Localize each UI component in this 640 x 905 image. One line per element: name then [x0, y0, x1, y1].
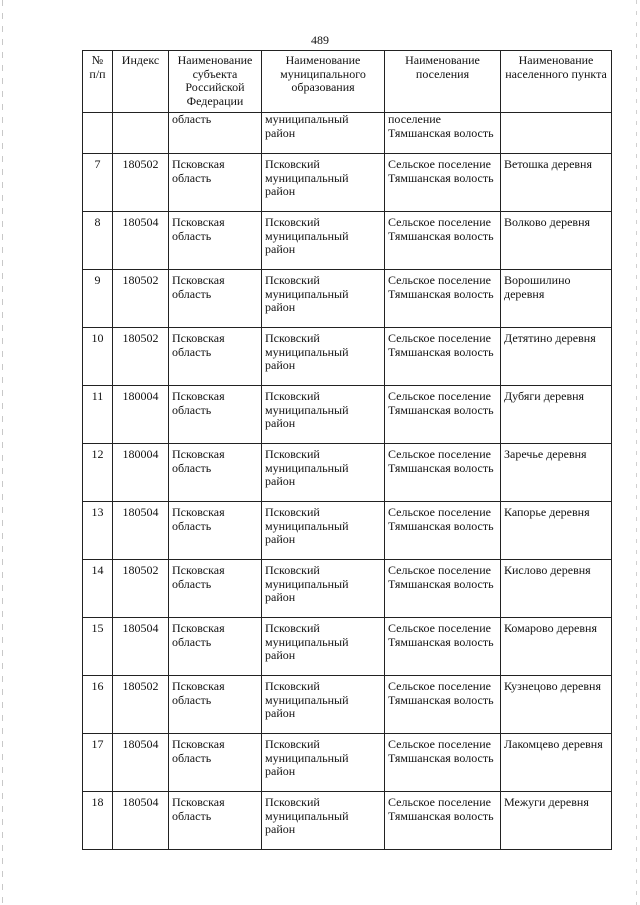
cell-subject: область	[169, 113, 262, 154]
cell-municipality: Псковский муниципальный район	[262, 212, 385, 270]
scan-edge-left	[2, 0, 3, 905]
cell-index: 180502	[113, 676, 169, 734]
table-row	[83, 676, 612, 734]
cell-locality: Ворошилино деревня	[501, 270, 612, 328]
cell-number: 15	[83, 618, 113, 676]
cell-locality: Кислово деревня	[501, 560, 612, 618]
table-row	[83, 328, 612, 386]
cell-subject: Псковская область	[169, 270, 262, 328]
cell-settlement: Сельское поселение Тямшанская волость	[385, 792, 501, 850]
cell-index: 180502	[113, 270, 169, 328]
header-number: № п/п	[83, 51, 113, 113]
cell-settlement: Сельское поселение Тямшанская волость	[385, 270, 501, 328]
cell-locality: Межуги деревня	[501, 792, 612, 850]
cell-subject: Псковская область	[169, 212, 262, 270]
cell-subject: Псковская область	[169, 792, 262, 850]
cell-index: 180004	[113, 444, 169, 502]
table-row	[83, 618, 612, 676]
cell-settlement: Сельское поселение Тямшанская волость	[385, 502, 501, 560]
cell-index: 180502	[113, 560, 169, 618]
cell-settlement: поселение Тямшанская волость	[385, 113, 501, 154]
cell-locality: Кузнецово деревня	[501, 676, 612, 734]
cell-index: 180504	[113, 212, 169, 270]
cell-settlement: Сельское поселение Тямшанская волость	[385, 560, 501, 618]
cell-subject: Псковская область	[169, 328, 262, 386]
cell-number: 8	[83, 212, 113, 270]
cell-index: 180504	[113, 792, 169, 850]
cell-index: 180504	[113, 734, 169, 792]
cell-municipality: Псковский муниципальный район	[262, 560, 385, 618]
cell-number	[83, 113, 113, 154]
cell-subject: Псковская область	[169, 154, 262, 212]
cell-subject: Псковская область	[169, 386, 262, 444]
cell-number: 14	[83, 560, 113, 618]
cell-municipality: Псковский муниципальный район	[262, 444, 385, 502]
cell-subject: Псковская область	[169, 502, 262, 560]
header-subject: Наименование субъекта Российской Федерации	[169, 51, 262, 113]
settlements-table	[82, 50, 612, 850]
cell-subject: Псковская область	[169, 734, 262, 792]
table-row	[83, 154, 612, 212]
cell-municipality: Псковский муниципальный район	[262, 618, 385, 676]
table-row	[83, 734, 612, 792]
table-row	[83, 560, 612, 618]
cell-municipality: Псковский муниципальный район	[262, 386, 385, 444]
cell-locality: Комарово деревня	[501, 618, 612, 676]
cell-settlement: Сельское поселение Тямшанская волость	[385, 734, 501, 792]
cell-subject: Псковская область	[169, 560, 262, 618]
cell-number: 18	[83, 792, 113, 850]
cell-settlement: Сельское поселение Тямшанская волость	[385, 386, 501, 444]
table-header-row	[83, 51, 612, 113]
cell-municipality: Псковский муниципальный район	[262, 270, 385, 328]
table-row-continuation	[83, 113, 612, 154]
cell-locality: Лакомцево деревня	[501, 734, 612, 792]
cell-settlement: Сельское поселение Тямшанская волость	[385, 676, 501, 734]
cell-settlement: Сельское поселение Тямшанская волость	[385, 618, 501, 676]
cell-settlement: Сельское поселение Тямшанская волость	[385, 328, 501, 386]
cell-subject: Псковская область	[169, 444, 262, 502]
cell-subject: Псковская область	[169, 618, 262, 676]
cell-index: 180502	[113, 328, 169, 386]
cell-locality	[501, 113, 612, 154]
cell-number: 10	[83, 328, 113, 386]
table-row	[83, 212, 612, 270]
header-municipality: Наименование муниципального образования	[262, 51, 385, 113]
cell-locality: Ветошка деревня	[501, 154, 612, 212]
cell-locality: Заречье деревня	[501, 444, 612, 502]
cell-index: 180502	[113, 154, 169, 212]
cell-municipality: муниципальный район	[262, 113, 385, 154]
cell-municipality: Псковский муниципальный район	[262, 502, 385, 560]
cell-number: 17	[83, 734, 113, 792]
table-row	[83, 386, 612, 444]
table-row	[83, 502, 612, 560]
cell-index	[113, 113, 169, 154]
cell-index: 180504	[113, 502, 169, 560]
page-number: 489	[311, 33, 329, 47]
cell-locality: Волково деревня	[501, 212, 612, 270]
cell-municipality: Псковский муниципальный район	[262, 676, 385, 734]
header-locality: Наименование населенного пункта	[501, 51, 612, 113]
cell-index: 180004	[113, 386, 169, 444]
cell-number: 16	[83, 676, 113, 734]
cell-settlement: Сельское поселение Тямшанская волость	[385, 212, 501, 270]
header-index: Индекс	[113, 51, 169, 113]
cell-number: 12	[83, 444, 113, 502]
header-settlement: Наименование поселения	[385, 51, 501, 113]
cell-subject: Псковская область	[169, 676, 262, 734]
cell-index: 180504	[113, 618, 169, 676]
cell-settlement: Сельское поселение Тямшанская волость	[385, 444, 501, 502]
scan-edge-right	[636, 0, 637, 905]
cell-number: 7	[83, 154, 113, 212]
cell-number: 13	[83, 502, 113, 560]
table-row	[83, 270, 612, 328]
cell-number: 9	[83, 270, 113, 328]
cell-settlement: Сельское поселение Тямшанская волость	[385, 154, 501, 212]
cell-municipality: Псковский муниципальный район	[262, 154, 385, 212]
table-row	[83, 792, 612, 850]
cell-municipality: Псковский муниципальный район	[262, 792, 385, 850]
table-row	[83, 444, 612, 502]
cell-municipality: Псковский муниципальный район	[262, 328, 385, 386]
cell-number: 11	[83, 386, 113, 444]
cell-municipality: Псковский муниципальный район	[262, 734, 385, 792]
cell-locality: Дубяги деревня	[501, 386, 612, 444]
cell-locality: Детятино деревня	[501, 328, 612, 386]
cell-locality: Капорье деревня	[501, 502, 612, 560]
